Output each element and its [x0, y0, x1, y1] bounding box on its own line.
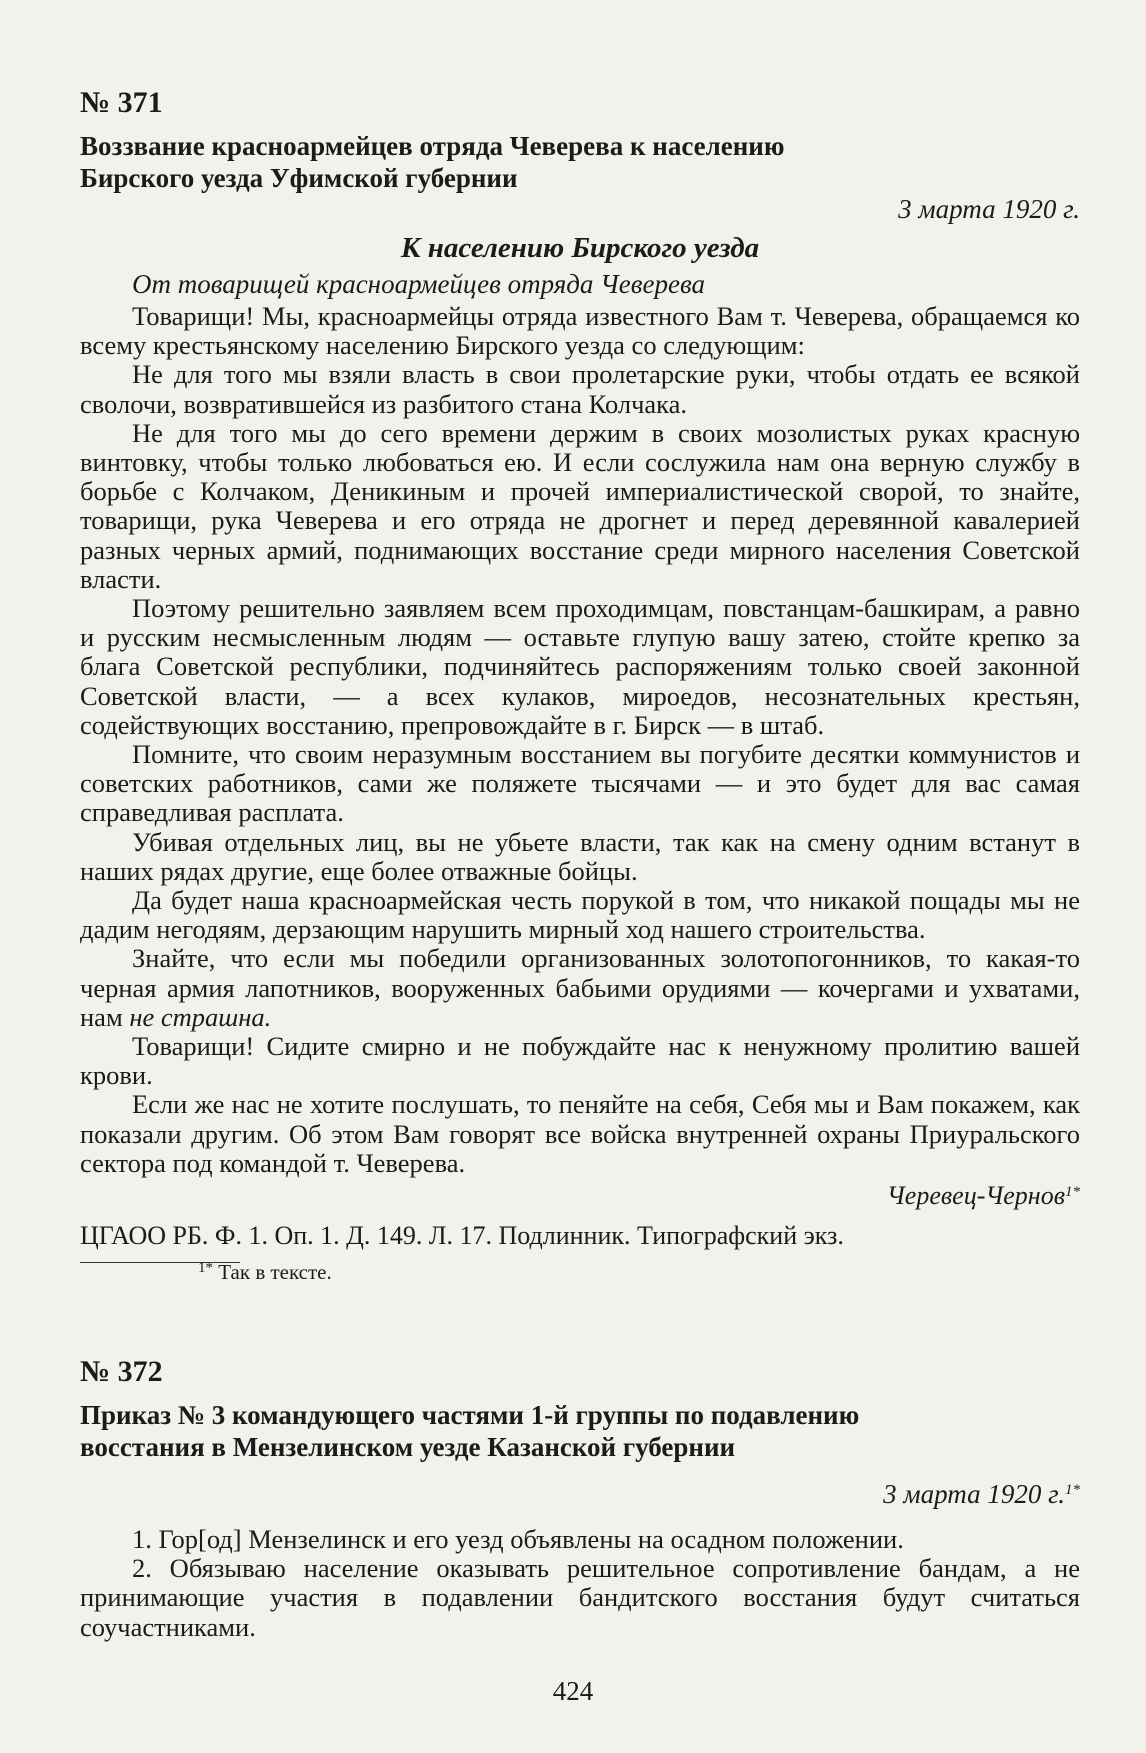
doc-371-number: № 371 — [80, 86, 163, 119]
appeal-paragraph: Если же нас не хотите послушать, то пеняйте на себя, Себя мы и Вам покажем, как показали другим. Об этом Вам говорят все войска внутренней охраны Приуральского сектора под командой т. Чеверева. — [80, 1089, 1080, 1178]
doc-372 — [80, 1355, 1080, 1642]
signature-footnote-mark: 1* — [1065, 1184, 1080, 1201]
appeal-paragraph: Поэтому решительно заявляем всем проходимцам, повстанцам-башкирам, а равно и русским несмысленным людям — оставьте глупую вашу затею, стойте крепко за блага Советской республики, подчиняйтесь распоряжениям только своей законной Советской власти, — а всех кулаков, мироедов, несознательных крестьян, содействующих восстанию, препровождайте в г. Бирск — в штаб. — [80, 593, 1080, 740]
signature — [80, 1180, 1080, 1212]
appeal-paragraph: Убивая отдельных лиц, вы не убьете власти, так как на смену одним встанут в наших рядах другие, еще более отважные бойцы. — [80, 826, 1080, 886]
order-item-2: 2. Обязываю население оказывать решительное сопротивление бандам, а не принимающие участия в подавлении бандитского восстания будут считаться соучастниками. — [80, 1553, 1080, 1642]
signature-name: Черевец-Чернов — [886, 1181, 1065, 1211]
doc-372-title-line2: восстания в Мензелинском уезде Казанской губернии — [80, 1432, 736, 1462]
doc-372-date — [80, 1477, 1080, 1511]
order-item-1: 1. Гор[од] Мензелинск и его уезд объявлены на осадном положении. — [132, 1524, 904, 1554]
appeal-paragraph: Не для того мы взяли власть в свои пролетарские руки, чтобы отдать ее всякой сволочи, возвратившейся из разбитого стана Колчака. — [80, 359, 1080, 419]
footnote-mark: 1* — [198, 1260, 213, 1277]
know-italic: не страшна. — [129, 1001, 272, 1032]
footnote-text: Так в тексте. — [218, 1260, 332, 1285]
appeal-paragraph: Помните, что своим неразумным восстанием вы погубите десятки коммунистов и советских работников, сами же поляжете тысячами — и это будет для вас самая справедливая расплата. — [80, 739, 1080, 828]
know-text: Знайте, что если мы победили организованных золотопогонников, то какая-то черная армия лапотников, вооруженных бабьими орудиями — кочергами и ухватами, нам — [80, 943, 1080, 1032]
appeal-paragraph: Не для того мы до сего времени держим в своих мозолистых руках красную винтовку, чтобы только любоваться ею. И если сослужила нам она верную службу в борьбе с Колчаком, Деникиным и прочей империалистической сворой, то знайте, товарищи, рука Чеверева и его отряда не дрогнет и перед деревянной кавалерией разных черных армий, поднимающих восстание среди мирного населения Советской власти. — [80, 417, 1080, 594]
doc-372-date-text: 3 марта 1920 г. — [883, 1479, 1065, 1509]
appeal-paragraph-know — [80, 944, 1080, 1032]
footnote — [80, 1259, 1080, 1285]
doc-371-title-line2: Бирского уезда Уфимской губернии — [80, 163, 518, 193]
doc-371-title-line1: Воззвание красноармейцев отряда Чеверева к населению — [80, 131, 785, 161]
appeal-paragraph: Товарищи! Мы, красноармейцы отряда известного Вам т. Чеверева, обращаемся ко всему крестьянскому населению Бирского уезда со следующим: — [80, 301, 1080, 361]
doc-371 — [80, 86, 1080, 1285]
appeal-body — [80, 302, 1080, 1178]
doc-371-date: 3 марта 1920 г. — [898, 194, 1080, 224]
doc-372-title-line1: Приказ № 3 командующего частями 1-й группы по подавлению — [80, 1400, 860, 1430]
appeal-heading: К населению Бирского уезда — [400, 232, 760, 264]
appeal-paragraph: Да будет наша красноармейская честь порукой в том, что никакой пощады мы не дадим негодяям, дерзающим нарушить мирный ход нашего строительства. — [80, 885, 1080, 945]
doc-372-number: № 372 — [80, 1355, 163, 1388]
archive-reference: ЦГАОО РБ. Ф. 1. Оп. 1. Д. 149. Л. 17. Подлинник. Типографский экз. — [80, 1221, 844, 1251]
doc-372-date-mark: 1* — [1065, 1482, 1080, 1498]
appeal-paragraph: Товарищи! Сидите смирно и не побуждайте нас к ненужному пролитию вашей крови. — [80, 1031, 1080, 1091]
appeal-from: От товарищей красноармейцев отряда Чеверева — [132, 269, 705, 299]
page-number: 424 — [552, 1676, 594, 1706]
